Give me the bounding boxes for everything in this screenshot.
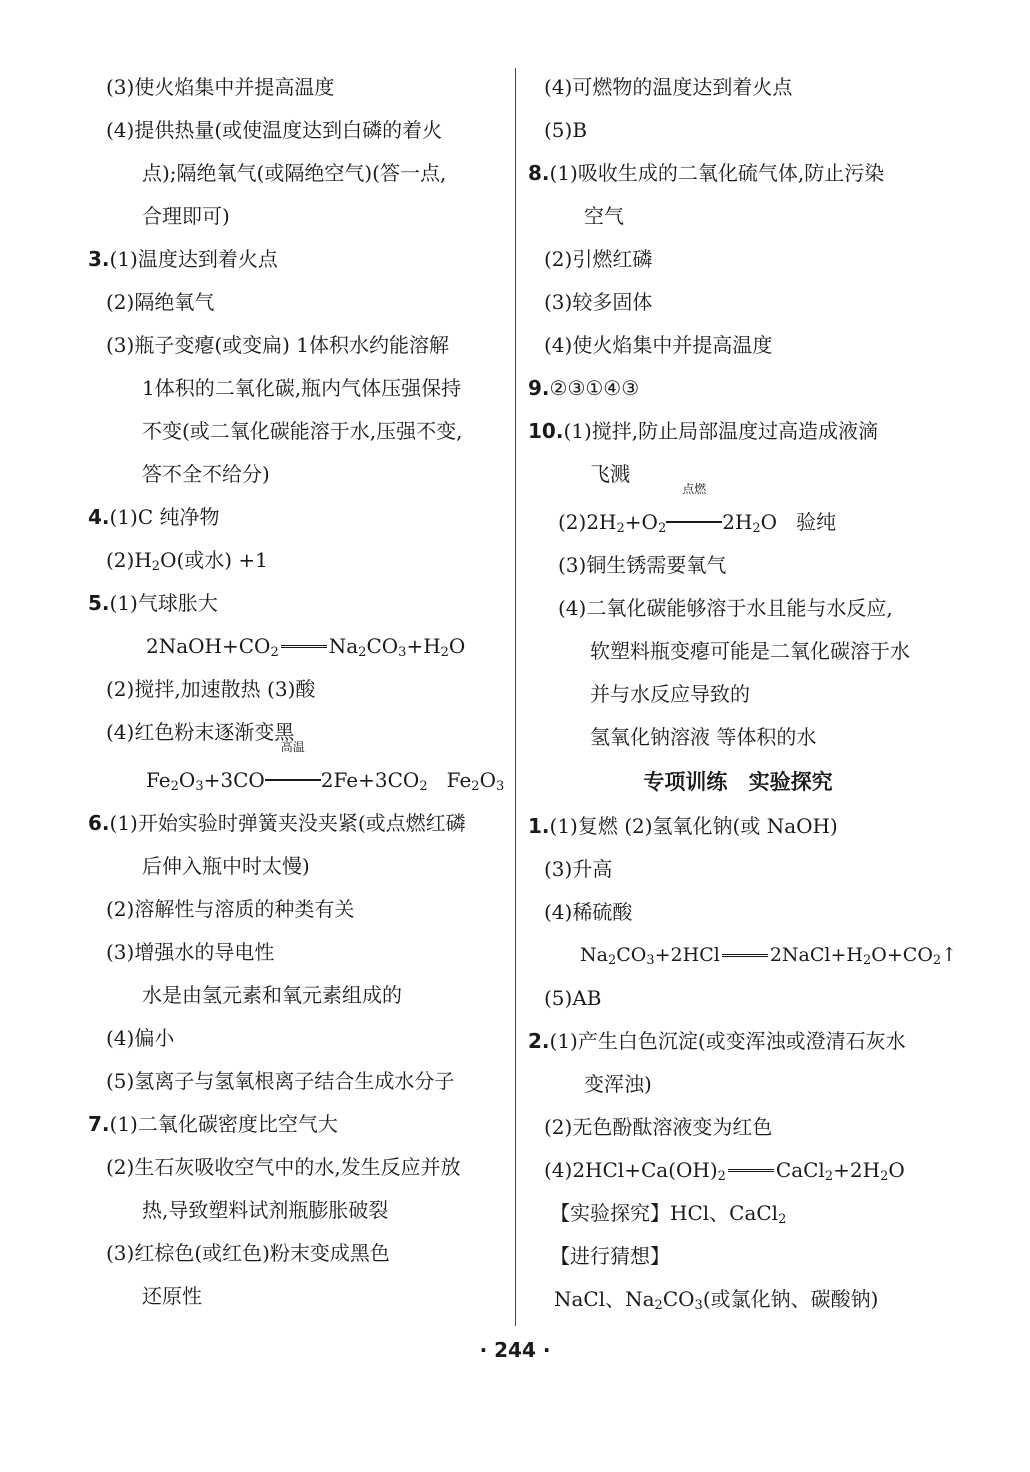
answer-line: 变浑浊) xyxy=(584,1072,652,1096)
page-number: · 244 · xyxy=(479,1338,551,1362)
answer-line: 不变(或二氧化碳能溶于水,压强不变, xyxy=(142,419,463,443)
answer-line: (3)红棕色(或红色)粉末变成黑色 xyxy=(106,1241,390,1265)
reaction-condition: 高温 xyxy=(265,754,321,806)
answer-line: (3)瓶子变瘪(或变扁) 1体积水约能溶解 xyxy=(106,333,450,357)
question-5: 5.(1)气球胀大 xyxy=(88,591,218,615)
equals-sign xyxy=(728,1169,774,1174)
answer-line: (2)无色酚酞溶液变为红色 xyxy=(544,1115,773,1139)
answer-line: 合理即可) xyxy=(142,204,230,228)
answer-line: (3)使火焰集中并提高温度 xyxy=(106,75,335,99)
answer-line: 1体积的二氧化碳,瓶内气体压强保持 xyxy=(142,376,462,400)
question-4: 4.(1)C 纯净物 xyxy=(88,505,220,529)
column-divider xyxy=(515,68,516,1326)
left-column xyxy=(88,66,508,1318)
reaction-condition: 点燃 xyxy=(666,496,722,548)
answer-line: 软塑料瓶变瘪可能是二氧化碳溶于水 xyxy=(590,639,910,663)
answer-line: 并与水反应导致的 xyxy=(590,682,750,706)
answer-line: (4)红色粉末逐渐变黑 xyxy=(106,720,295,744)
answer-line: (2)溶解性与溶质的种类有关 xyxy=(106,897,355,921)
question-1: 1.(1)复燃 (2)氢氧化钠(或 NaOH) xyxy=(528,814,838,838)
answer-line: (5)氢离子与氢氧根离子结合生成水分子 xyxy=(106,1069,455,1093)
question-9: 9.②③①④③ xyxy=(528,376,640,400)
question-6: 6.(1)开始实验时弹簧夹没夹紧(或点燃红磷 xyxy=(88,811,466,835)
chemical-equation: $(2)2H_2+O_2$ 点燃 $2H_2O$ 验纯 xyxy=(528,496,948,544)
answer-line: (2)隔绝氧气 xyxy=(106,290,215,314)
answer-line: 水是由氢元素和氧元素组成的 xyxy=(142,983,402,1007)
answer-line: (4)二氧化碳能够溶于水且能与水反应, xyxy=(558,596,893,620)
answer-line: 热,导致塑料试剂瓶膨胀破裂 xyxy=(142,1198,389,1222)
question-7: 7.(1)二氧化碳密度比空气大 xyxy=(88,1112,338,1136)
chemical-equation: $(4)2HCl+Ca(OH)_2$ $CaCl_2+2H_2O$ xyxy=(544,1158,905,1184)
answer-line: (3)铜生锈需要氧气 xyxy=(558,553,727,577)
answer-line: (2)搅拌,加速散热 (3)酸 xyxy=(106,677,316,701)
section-title: 专项训练 实验探究 xyxy=(643,770,833,794)
answer-line: (3)增强水的导电性 xyxy=(106,940,275,964)
answer-line: 【实验探究】HCl、CaCl$_2$ xyxy=(550,1201,787,1227)
answer-line: (5)AB xyxy=(544,986,602,1010)
answer-line: 答不全不给分) xyxy=(142,462,270,486)
answer-line: 后伸入瓶中时太慢) xyxy=(142,854,310,878)
right-column xyxy=(528,66,958,1321)
answer-line: (2)生石灰吸收空气中的水,发生反应并放 xyxy=(106,1155,461,1179)
answer-line: (4)使火焰集中并提高温度 xyxy=(544,333,773,357)
answer-line: 氢氧化钠溶液 等体积的水 xyxy=(590,725,817,749)
answer-line: $(2)H_2O$(或水) +1 xyxy=(106,548,268,574)
answer-line: 还原性 xyxy=(142,1284,202,1308)
answer-line: (4)偏小 xyxy=(106,1026,175,1050)
chemical-equation: $Na_2CO_3+2HCl$ $2NaCl+H_2O+CO_2↑$ xyxy=(580,944,958,968)
answer-line: 空气 xyxy=(584,204,624,228)
answer-line: (3)升高 xyxy=(544,857,613,881)
question-3: 3.(1)温度达到着火点 xyxy=(88,247,278,271)
answer-line: (4)可燃物的温度达到着火点 xyxy=(544,75,793,99)
question-8: 8.(1)吸收生成的二氧化硫气体,防止污染 xyxy=(528,161,885,185)
equals-sign xyxy=(281,645,327,650)
answer-line: NaCl、$Na_2CO_3$(或氯化钠、碳酸钠) xyxy=(554,1287,879,1313)
question-2: 2.(1)产生白色沉淀(或变浑浊或澄清石灰水 xyxy=(528,1029,906,1053)
answer-line: 【进行猜想】 xyxy=(550,1244,670,1268)
answer-line: (4)提供热量(或使温度达到白磷的着火 xyxy=(106,118,443,142)
answer-line: 点);隔绝氧气(或隔绝空气)(答一点, xyxy=(142,161,447,185)
chemical-equation: $Fe_2O_3+3CO$ 高温 $2Fe+3CO_2$ $Fe_2O_3$ xyxy=(88,754,508,802)
answer-line: (4)稀硫酸 xyxy=(544,900,633,924)
answer-line: 飞溅 xyxy=(590,462,630,486)
answer-line: (3)较多固体 xyxy=(544,290,653,314)
question-10: 10.(1)搅拌,防止局部温度过高造成液滴 xyxy=(528,419,879,443)
equals-sign xyxy=(722,954,768,959)
chemical-equation: $2NaOH+CO_2$ $Na_2CO_3+H_2O$ xyxy=(146,634,466,660)
up-arrow-icon: ↑ xyxy=(941,944,958,966)
answer-line: (2)引燃红磷 xyxy=(544,247,653,271)
answer-line: (5)B xyxy=(544,118,588,142)
